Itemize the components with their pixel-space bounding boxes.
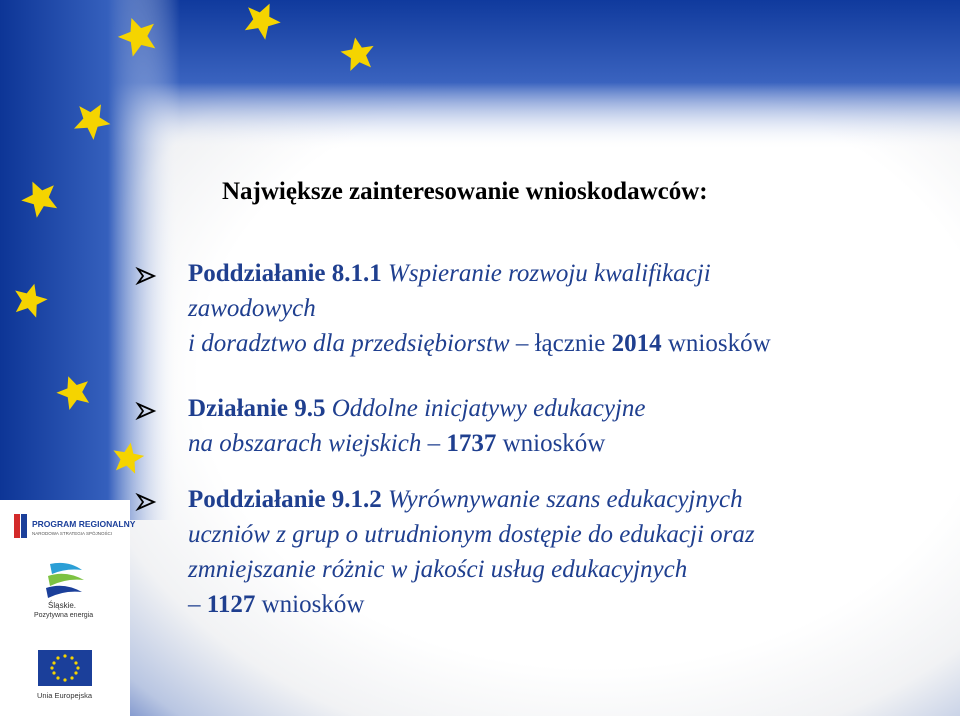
bullet-label: Poddziałanie 9.1.2	[188, 486, 382, 513]
dash-separator: –	[427, 430, 441, 457]
bullet-label: Działanie 9.5	[188, 395, 326, 422]
bullet-description: Oddolne inicjatywy edukacyjne	[331, 395, 646, 422]
bullet-description: na obszarach wiejskich	[188, 430, 422, 457]
application-suffix: wniosków	[667, 330, 771, 357]
arrow-bullet-icon	[136, 493, 158, 511]
program-regionalny-icon	[12, 508, 136, 544]
svg-text:PROGRAM REGIONALNY: PROGRAM REGIONALNY	[32, 519, 136, 529]
bullet-description: Wyrównywanie szans edukacyjnych	[388, 486, 743, 513]
slide-title: Największe zainteresowanie wnioskodawców:	[222, 178, 708, 205]
application-count: 2014	[611, 330, 662, 357]
bullet-description: zawodowych	[188, 295, 316, 322]
program-regionalny-logo	[12, 508, 136, 549]
arrow-bullet-icon	[136, 402, 158, 420]
bullet-label: Poddziałanie 8.1.1	[188, 260, 382, 287]
bullet-item-8-1-1	[146, 256, 936, 361]
dash-separator: –	[188, 591, 201, 618]
svg-text:Pozytywna energia: Pozytywna energia	[34, 612, 94, 619]
bullet-description: i doradztwo dla przedsiębiorstw	[188, 330, 510, 357]
bullet-description: uczniów z grup o utrudnionym dostępie do edukacji oraz	[188, 521, 755, 548]
bullet-item-9-5	[146, 391, 936, 461]
eu-flag-icon	[12, 646, 122, 702]
application-count: 1737	[446, 430, 497, 457]
svg-text:Unia Europejska: Unia Europejska	[37, 691, 93, 700]
svg-text:Śląskie.: Śląskie.	[48, 601, 77, 610]
svg-text:NARODOWA STRATEGIA SPÓJNOŚCI: NARODOWA STRATEGIA SPÓJNOŚCI	[32, 531, 113, 536]
bullet-item-9-1-2	[146, 482, 936, 622]
slaskie-logo	[12, 560, 122, 625]
dash-separator: –	[515, 330, 529, 357]
arrow-bullet-icon	[136, 267, 158, 285]
slaskie-wave-icon	[12, 560, 122, 620]
total-prefix: łącznie	[534, 330, 606, 357]
bullet-description: zmniejszanie różnic w jakości usług edukacyjnych	[188, 556, 688, 583]
application-count: 1127	[206, 591, 256, 618]
bullet-description: Wspieranie rozwoju kwalifikacji	[388, 260, 711, 287]
eu-flag-logo	[12, 646, 122, 707]
application-suffix: wniosków	[261, 591, 365, 618]
application-suffix: wniosków	[502, 430, 606, 457]
